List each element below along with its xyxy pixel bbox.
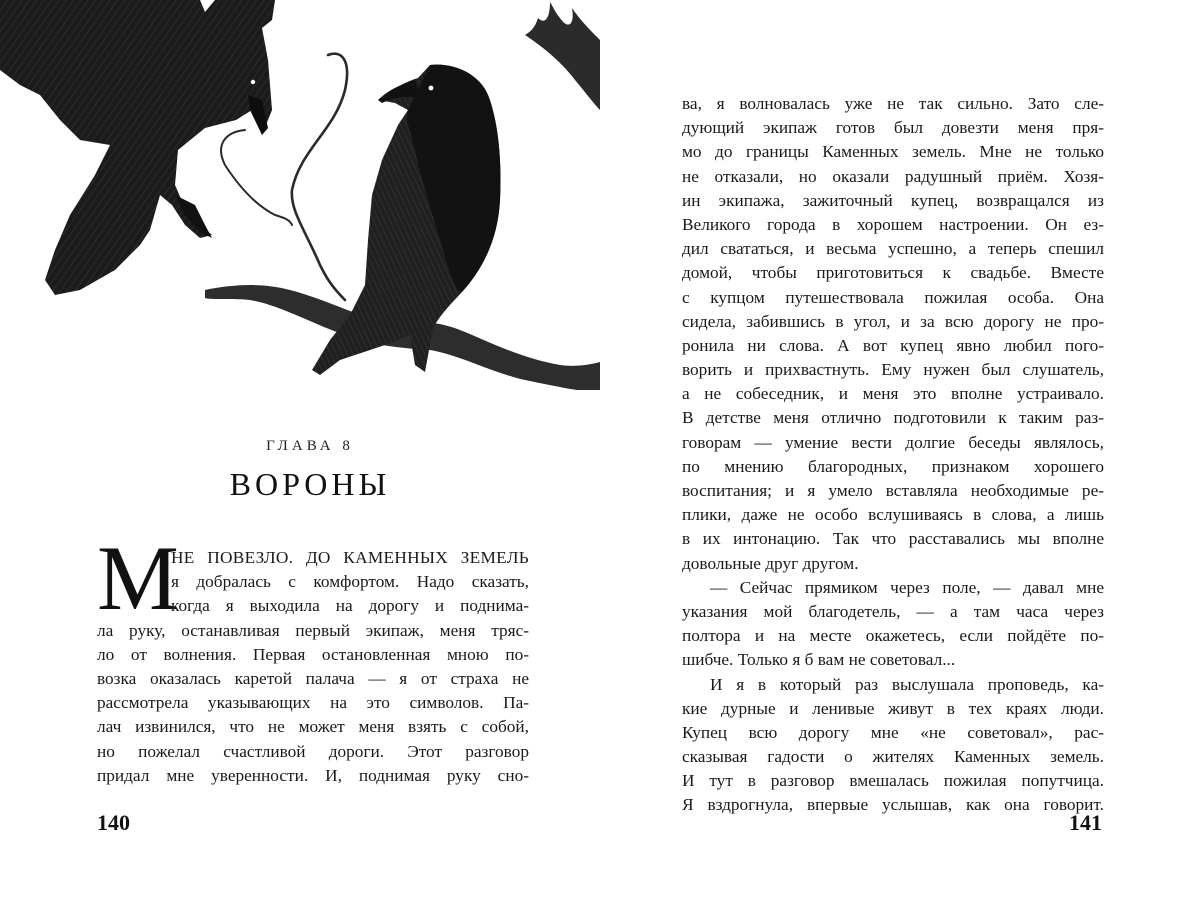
text-line: полтора и на месте окажетесь, если пойдёте по- bbox=[682, 626, 1104, 646]
text-line: придал мне уверенности. И, поднимая руку сно- bbox=[97, 765, 529, 785]
text-line: не отказали, но оказали радушный приём. Хозя- bbox=[682, 166, 1104, 186]
text-line: когда я выходила на дорогу и поднима- bbox=[171, 596, 529, 616]
text-line: шибче. Только я б вам не советовал... bbox=[682, 650, 956, 670]
text-line: возка оказалась каретой палача — я от страха не bbox=[97, 668, 529, 688]
text-line: сидела, забившись в угол, и за всю дорогу не про- bbox=[682, 311, 1104, 331]
text-line: но пожелал счастливой дороги. Этот разговор bbox=[97, 741, 529, 761]
text-line: сказывая гадости о жителях Каменных земель. bbox=[682, 747, 1104, 767]
text-line: в их интонацию. Так что расставались мы вполне bbox=[682, 529, 1104, 549]
text-line: мо до границы Каменных земель. Мне не только bbox=[682, 142, 1104, 162]
raven-illustration bbox=[0, 0, 600, 390]
text-line: ва, я волновалась уже не так сильно. Зато сле- bbox=[682, 94, 1104, 113]
text-line: Я вздрогнула, впервые услышав, как она говорит. bbox=[682, 795, 1104, 815]
text-line: указания мой благодетель, — а там часа через bbox=[682, 601, 1104, 621]
text-line: И тут в разговор вмешалась пожилая попутчица. bbox=[682, 771, 1104, 791]
text-line: довольные друг другом. bbox=[682, 553, 859, 573]
text-line: рассмотрела указывающих на это символов. Па- bbox=[97, 693, 529, 713]
text-line: а не собеседник, и меня это вполне устраивало. bbox=[682, 384, 1104, 404]
text-line: говорам — умение вести долгие беседы являлось, bbox=[682, 432, 1104, 452]
text-line: кие дурные и ленивые живут в тех краях люди. bbox=[682, 698, 1104, 718]
text-line: дующий экипаж готов был довезти меня пря- bbox=[682, 118, 1104, 138]
chapter-title: ВОРОНЫ bbox=[229, 466, 391, 502]
text-line: ло от волнения. Первая остановленная мною по- bbox=[97, 644, 529, 664]
text-line: ла руку, останавливая первый экипаж, меня тряс- bbox=[97, 620, 529, 640]
text-line: домой, чтобы приготовиться к свадьбе. Вместе bbox=[682, 263, 1104, 283]
text-line: я добралась с комфортом. Надо сказать, bbox=[171, 572, 529, 592]
text-line: по мнению благородных, признаком хорошего bbox=[682, 456, 1104, 476]
text-line: воспитания; и я умело вставляла необходимые ре- bbox=[682, 481, 1104, 500]
text-line: — Сейчас прямиком через поле, — давал мне bbox=[710, 577, 1104, 597]
page-number-right: 141 bbox=[1069, 810, 1102, 835]
right-page-body-text bbox=[682, 92, 1104, 818]
raven-perched-icon bbox=[312, 65, 501, 375]
left-page-body-text bbox=[97, 546, 529, 788]
text-line: дил свататься, и весьма успешно, а теперь спешил bbox=[682, 239, 1104, 259]
text-line: ронила ни слова. А вот купец явно любил пого- bbox=[682, 335, 1104, 355]
text-line: В детстве меня отлично подготовили к таким раз- bbox=[682, 408, 1104, 428]
text-line: Великого города в хорошем настроении. Он ез- bbox=[682, 214, 1104, 234]
text-line: Купец всю дорогу мне «не советовал», рас- bbox=[682, 722, 1104, 742]
drop-cap: М bbox=[97, 527, 179, 629]
text-line: с купцом путешествовала пожилая особа. Она bbox=[682, 287, 1104, 307]
text-line: плики, даже не особо вслушиваясь в слова, а лишь bbox=[682, 505, 1104, 525]
page-number-left: 140 bbox=[97, 810, 130, 835]
text-line: ин экипажа, зажиточный купец, возвращался из bbox=[682, 190, 1104, 210]
chapter-label: ГЛАВА 8 bbox=[266, 438, 354, 454]
text-line: НЕ ПОВЕЗЛО. ДО КАМЕННЫХ ЗЕМЕЛЬ bbox=[171, 548, 529, 567]
text-line: И я в который раз выслушала проповедь, ка- bbox=[710, 674, 1104, 694]
raven-wing-partial-icon bbox=[525, 2, 600, 110]
text-line: лач извинился, что не может меня взять с собой, bbox=[97, 717, 529, 737]
text-line: ворить и прихвастнуть. Ему нужен был слушатель, bbox=[682, 360, 1104, 380]
raven-swooping-icon bbox=[0, 0, 275, 295]
